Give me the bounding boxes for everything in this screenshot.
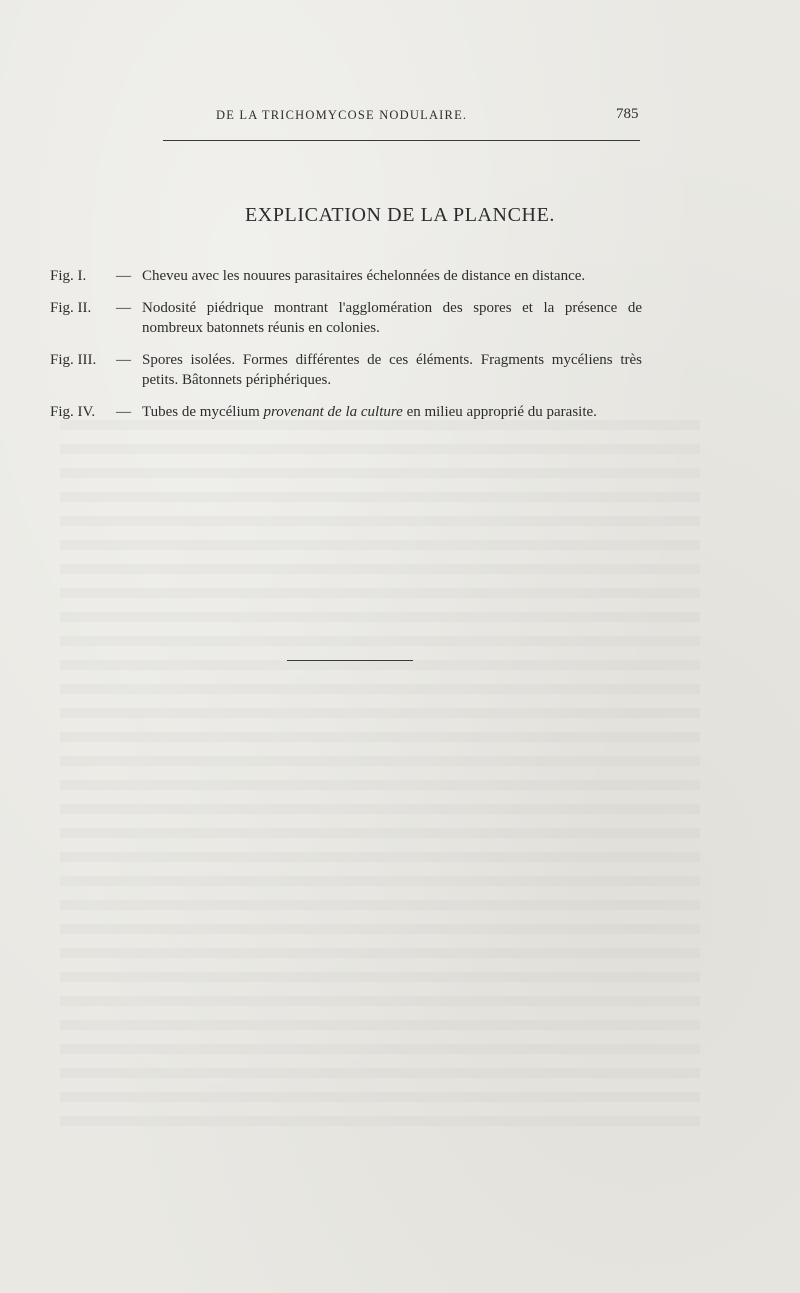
- figure-dash: —: [116, 352, 131, 368]
- section-title: EXPLICATION DE LA PLANCHE.: [244, 204, 556, 226]
- caption-text: Tubes de mycélium: [142, 404, 264, 420]
- figure-label: Fig. I.: [50, 268, 87, 284]
- end-rule: [287, 660, 413, 661]
- figure-item: [50, 350, 642, 390]
- figure-dash: —: [116, 300, 131, 316]
- caption-text: en milieu approprié du parasite.: [402, 404, 597, 420]
- figure-dash: —: [116, 268, 131, 284]
- figure-caption: [142, 350, 642, 390]
- figure-item: [50, 266, 642, 286]
- figure-label: Fig. III.: [50, 352, 97, 368]
- caption-text: Nodosité piédrique montrant l'agglomération des spores et la présence de nombreux batonnets réunis en colonies.: [142, 300, 642, 336]
- figure-label: Fig. IV.: [50, 404, 96, 420]
- caption-text: Cheveu avec les nouures parasitaires échelonnées de distance en distance.: [142, 268, 586, 284]
- figure-label: Fig. II.: [50, 300, 92, 316]
- figure-item: [50, 402, 642, 422]
- page-number: 785: [616, 106, 639, 122]
- figure-caption: [142, 266, 642, 286]
- figure-caption: [142, 402, 642, 422]
- caption-text: Spores isolées. Formes différentes de ces éléments. Fragments mycéliens très petits. Bâtonnets périphériques.: [142, 352, 642, 388]
- caption-italic-text: provenant de la culture: [263, 404, 403, 420]
- figure-caption: [142, 298, 642, 338]
- figure-item: [50, 298, 642, 338]
- figure-list: [50, 266, 642, 434]
- running-head: [0, 108, 800, 128]
- show-through-texture: [60, 420, 700, 1140]
- header-rule: [163, 140, 640, 141]
- running-title: DE LA TRICHOMYCOSE NODULAIRE.: [216, 108, 468, 122]
- figure-dash: —: [116, 404, 131, 420]
